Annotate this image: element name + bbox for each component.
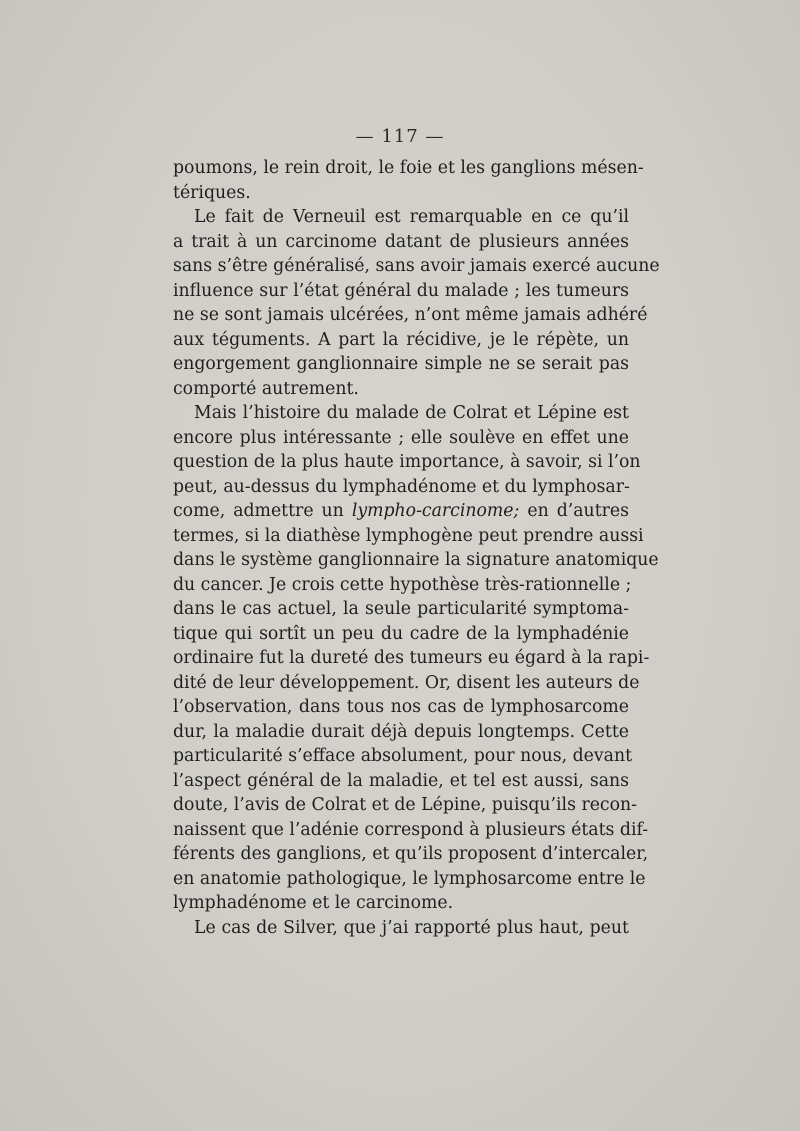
text-line: peut, au-dessus du lymphadénome et du lymphosar- <box>173 476 630 497</box>
text-line: engorgement ganglionnaire simple ne se serait pas <box>173 354 629 374</box>
text-line: tériques. <box>173 182 251 203</box>
text-line: a trait à un carcinome datant de plusieurs années <box>173 231 629 252</box>
text-line: lymphadénome et le carcinome. <box>173 893 454 913</box>
italic-term: lympho-carcinome; <box>351 501 520 521</box>
text-line: dur, la maladie durait déjà depuis longtemps. Cette <box>173 721 629 742</box>
text-line: question de la plus haute importance, à savoir, si l’on <box>173 452 641 472</box>
text-line: particularité s’efface absolument, pour nous, devant <box>173 746 633 766</box>
text-line: en anatomie pathologique, le lymphosarcome entre le <box>173 868 646 889</box>
text-line: comporté autrement. <box>173 378 359 399</box>
text-line: Le fait de Verneuil est remarquable en ce qu’il <box>194 207 629 227</box>
text-line: ne se sont jamais ulcérées, n’ont même jamais adhéré <box>173 305 648 325</box>
text-line: naissent que l’adénie correspond à plusieurs états dif- <box>173 819 649 840</box>
text-line: influence sur l’état général du malade ; les tumeurs <box>173 280 629 301</box>
page-number: — 117 — <box>355 126 445 147</box>
text-line: termes, si la diathèse lymphogène peut prendre aussi <box>173 525 644 546</box>
text-segment: come, admettre un <box>173 501 344 521</box>
text-line: aux téguments. A part la récidive, je le répète, un <box>173 329 629 350</box>
text-line: poumons, le rein droit, le foie et les ganglions mésen- <box>173 158 644 178</box>
body-text <box>173 156 660 940</box>
text-line: ordinaire fut la dureté des tumeurs eu égard à la rapi- <box>173 648 650 668</box>
text-line: l’aspect général de la maladie, et tel est aussi, sans <box>173 770 629 791</box>
text-segment: en d’autres <box>527 501 629 521</box>
text-line: dans le système ganglionnaire la signature anatomique <box>173 550 659 570</box>
text-line: Mais l’histoire du malade de Colrat et Lépine est <box>194 403 629 423</box>
text-line: sans s’être généralisé, sans avoir jamais exercé aucune <box>173 256 660 276</box>
text-line: l’observation, dans tous nos cas de lymphosarcome <box>173 697 629 717</box>
text-line: dans le cas actuel, la seule particularité symptoma- <box>173 599 629 619</box>
text-line: du cancer. Je crois cette hypothèse très-rationnelle ; <box>173 574 632 595</box>
text-line: doute, l’avis de Colrat et de Lépine, puisqu’ils recon- <box>173 795 637 815</box>
text-line: Le cas de Silver, que j’ai rapporté plus haut, peut <box>194 917 629 938</box>
text-line: férents des ganglions, et qu’ils proposent d’intercaler, <box>173 844 649 864</box>
text-line: dité de leur développement. Or, disent les auteurs de <box>173 672 640 693</box>
text-line: tique qui sortît un peu du cadre de la lymphadénie <box>173 623 629 644</box>
text-line-with-italic <box>173 499 629 524</box>
text-line: encore plus intéressante ; elle soulève en effet une <box>173 427 629 448</box>
